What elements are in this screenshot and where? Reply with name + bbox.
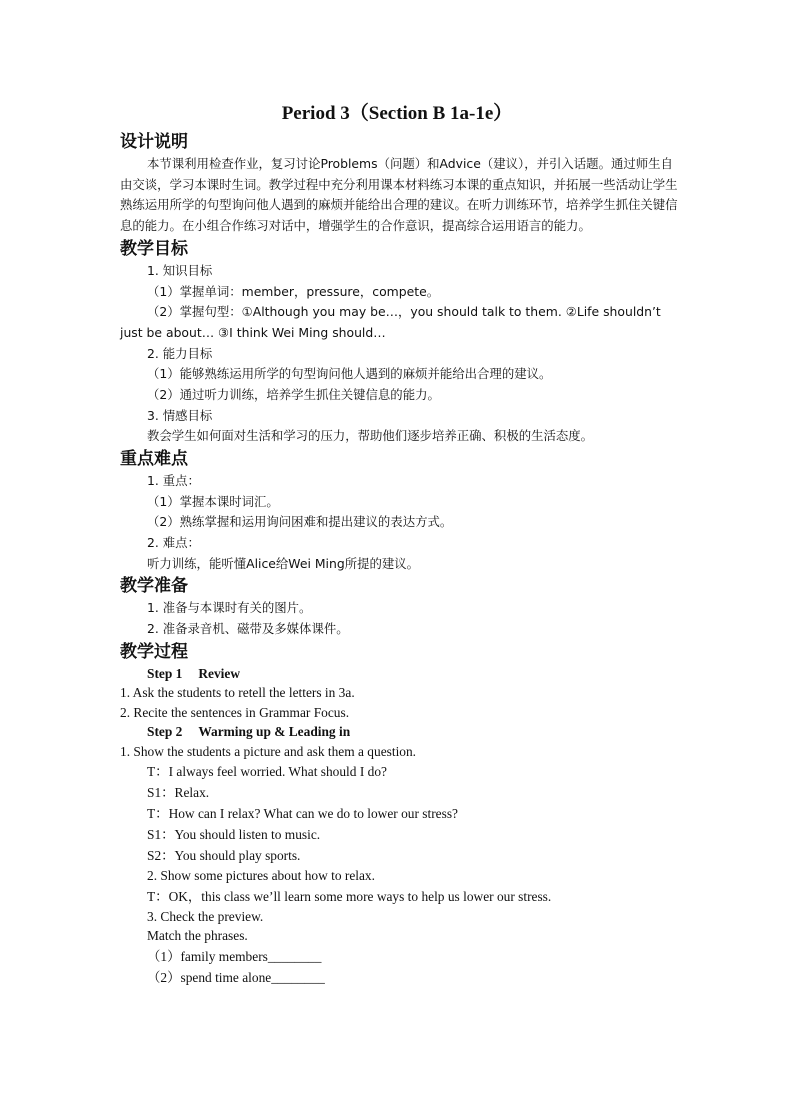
goal-ability-2: （2）通过听力训练，培养学生抓住关键信息的能力。 <box>147 386 440 402</box>
document-body <box>120 130 682 988</box>
goal-knowledge: 1. 知识目标 <box>147 262 213 278</box>
dialogue-line-4: S1：You should listen to music. <box>147 827 321 843</box>
step-2-item-3: 3. Check the preview. <box>147 908 264 924</box>
section-heading-process: 教学过程 <box>120 641 188 662</box>
step-2-item-2: 2. Show some pictures about how to relax. <box>147 868 375 884</box>
step-1-heading <box>120 664 682 684</box>
step-2-item-1: 1. Show the students a picture and ask them a question. <box>120 743 417 759</box>
section-heading-design: 设计说明 <box>120 132 188 152</box>
difficulty-label: 2. 难点： <box>147 535 200 551</box>
step-2-heading <box>120 722 682 742</box>
page-title: Period 3（Section B 1a-1e） <box>281 103 513 124</box>
match-item-1: （1）family members________ <box>147 948 322 964</box>
step-1-item-2: 2. Recite the sentences in Grammar Focus. <box>120 704 350 720</box>
key-point-label: 1. 重点： <box>147 473 200 489</box>
section-heading-key-points: 重点难点 <box>120 449 188 470</box>
prep-item-1: 1. 准备与本课时有关的图片。 <box>147 600 312 616</box>
section-heading-goals: 教学目标 <box>120 238 188 259</box>
section-heading-preparation: 教学准备 <box>120 576 188 597</box>
goal-knowledge-sentences: （2）掌握句型：①Although you may be…，you should talk to them. ②Life shouldn’t just be about… ③I think Wei Ming should… <box>120 304 661 340</box>
dialogue-line-1: T：I always feel worried. What should I do? <box>147 764 387 780</box>
goal-ability-1: （1）能够熟练运用所学的句型询问他人遇到的麻烦并能给出合理的建议。 <box>147 366 552 382</box>
goal-emotion-text: 教会学生如何面对生活和学习的压力，帮助他们逐步培养正确、积极的生活态度。 <box>147 428 594 444</box>
step-1-item-1: 1. Ask the students to retell the letters in 3a. <box>120 685 355 701</box>
step-1-title: Review <box>198 665 240 681</box>
dialogue-line-6: T：OK，this class we’ll learn some more ways to help us lower our stress. <box>147 888 552 904</box>
match-item-2: （2）spend time alone________ <box>147 969 325 985</box>
dialogue-line-5: S2：You should play sports. <box>147 848 301 864</box>
goal-ability: 2. 能力目标 <box>147 345 213 361</box>
prep-item-2: 2. 准备录音机、磁带及多媒体课件。 <box>147 621 349 637</box>
match-instruction: Match the phrases. <box>147 928 248 944</box>
design-paragraph: 本节课利用检查作业，复习讨论Problems（问题）和Advice（建议），并引入话题。通过师生自由交谈，学习本课时生词。教学过程中充分利用课本材料练习本课的重点知识，并拓展一些活动让学生熟练运用所学的句型询问他人遇到的麻烦并能给出合理的建议。在听力训练环节，培养学生抓住关键信息的能力。在小组合作练习对话中，增强学生的合作意识，提高综合运用语言的能力。 <box>120 156 678 234</box>
step-2-label: Step 2 <box>147 724 183 740</box>
dialogue-line-3: T：How can I relax? What can we do to lower our stress? <box>147 806 458 822</box>
key-point-2: （2）熟练掌握和运用询问困难和提出建议的表达方式。 <box>147 514 453 530</box>
step-1-label: Step 1 <box>147 665 183 681</box>
difficulty-text: 听力训练，能听懂Alice给Wei Ming所提的建议。 <box>147 555 420 571</box>
goal-knowledge-words: （1）掌握单词：member，pressure，compete。 <box>147 283 440 299</box>
key-point-1: （1）掌握本课时词汇。 <box>147 493 279 509</box>
step-2-title: Warming up & Leading in <box>198 724 351 740</box>
dialogue-line-2: S1：Relax. <box>147 785 210 801</box>
goal-emotion: 3. 情感目标 <box>147 407 213 423</box>
